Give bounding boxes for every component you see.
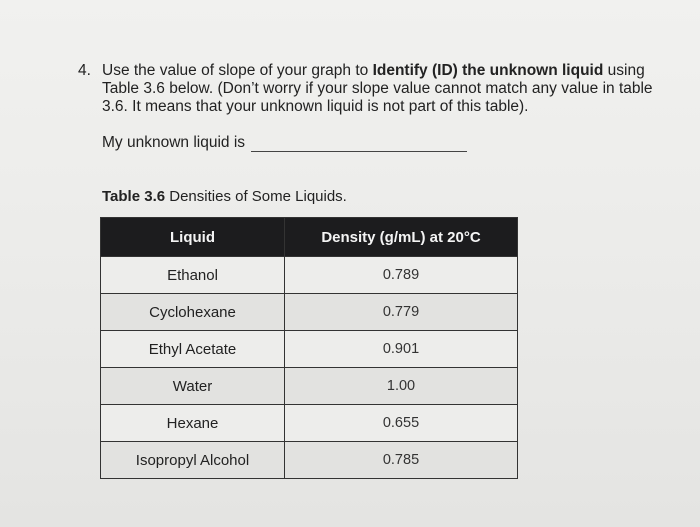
densities-table [100,217,518,479]
question-text-start: Use the value of slope of your graph to [102,62,373,79]
table-row [101,405,518,442]
density-cell: 0.779 [285,294,518,331]
liquid-cell: Ethyl Acetate [101,331,285,368]
answer-blank[interactable] [251,137,467,152]
density-cell: 0.789 [285,257,518,294]
answer-prompt: My unknown liquid is [102,134,246,151]
table-row [101,368,518,405]
answer-line [102,134,467,152]
liquid-cell: Isopropyl Alcohol [101,442,285,479]
header-density: Density (g/mL) at 20°C [285,218,518,257]
question-number: 4. [78,62,91,79]
table-row [101,294,518,331]
liquid-cell: Cyclohexane [101,294,285,331]
liquid-cell: Hexane [101,405,285,442]
liquid-cell: Water [101,368,285,405]
table-row [101,442,518,479]
question-text-end: using Table 3.6 below. (Don’t worry if your slope value cannot match any value in table 3.6. It means that your unknown liquid is not part of this table). [102,62,653,115]
header-liquid: Liquid [101,218,285,257]
question-text [102,62,678,116]
question-text-bold: Identify (ID) the unknown liquid [372,62,604,79]
table-header-row [101,218,518,257]
liquid-cell: Ethanol [101,257,285,294]
density-cell: 0.785 [285,442,518,479]
table-caption-label: Table 3.6 [102,188,166,205]
density-cell: 1.00 [285,368,518,405]
density-cell: 0.655 [285,405,518,442]
density-cell: 0.901 [285,331,518,368]
table-row [101,331,518,368]
question-4 [78,62,678,116]
table-row [101,257,518,294]
table-caption-text: Densities of Some Liquids. [165,188,347,205]
table-caption [102,188,347,205]
